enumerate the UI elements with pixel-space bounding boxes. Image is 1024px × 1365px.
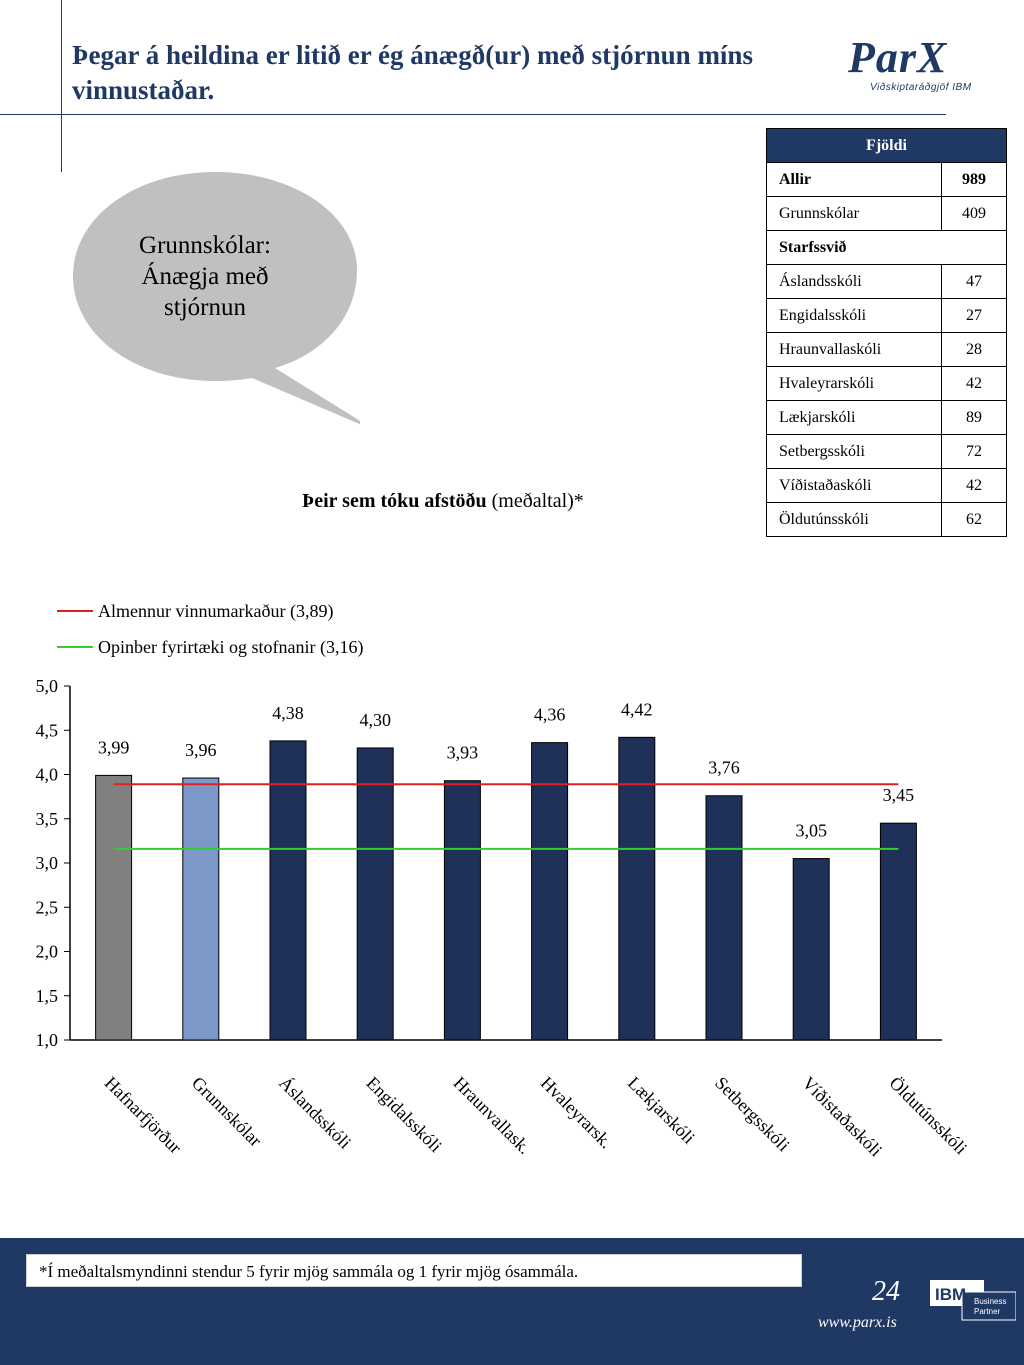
bar [96,775,132,1040]
count-table-row [767,435,1007,469]
count-table-row [767,333,1007,367]
count-table-label: Hvaleyrarskóli [767,367,942,401]
y-tick-label: 3,5 [35,808,58,829]
data-label: 3,45 [882,785,915,806]
data-label: 4,30 [359,709,391,730]
bar [532,743,568,1040]
parx-logo [848,33,988,106]
logo-subtitle: Viðskiptaráðgjöf IBM [870,82,972,93]
logo-x-text: X [917,33,948,82]
count-table-value: 28 [942,333,1007,367]
count-table-label: Áslandsskóli [767,265,942,299]
x-tick-label: Engidalsskóli [362,1072,446,1157]
data-label: 3,96 [185,740,217,761]
y-tick-label: 2,0 [35,941,58,962]
count-table-section-label: Starfssvið [767,231,1007,265]
count-table-value: 27 [942,299,1007,333]
count-table-value: 62 [942,503,1007,537]
y-tick-label: 4,0 [35,764,58,785]
website-url: www.parx.is [818,1314,897,1331]
header-vertical-rule [61,0,62,172]
data-label: 3,76 [708,757,740,778]
bar [270,741,306,1040]
count-table-value: 72 [942,435,1007,469]
count-table-label: Allir [767,163,942,197]
data-label: 4,36 [533,704,566,725]
count-table-value: 409 [942,197,1007,231]
y-tick-label: 4,5 [35,720,58,741]
bar [183,778,219,1040]
count-table-label: Öldutúnsskóli [767,503,942,537]
data-label: 3,99 [97,737,130,758]
bar [619,737,655,1040]
bar-chart [0,590,1024,1210]
x-tick-label: Hraunvallask. [449,1072,535,1158]
count-table-header: Fjöldi [767,129,1007,163]
legend-label: Opinber fyrirtæki og stofnanir (3,16) [98,637,364,657]
x-tick-label: Setbergsskóli [711,1072,794,1156]
count-table-row [767,197,1007,231]
count-table-label: Víðistaðaskóli [767,469,942,503]
data-label: 4,42 [621,699,653,720]
logo-main-text: Par [848,33,917,82]
count-table-label: Lækjarskóli [767,401,942,435]
y-tick-label: 2,5 [35,897,58,918]
chart-subtitle-bold: Þeir sem tóku afstöðu [302,490,487,512]
legend-label: Almennur vinnumarkaður (3,89) [98,601,334,621]
count-table-value: 42 [942,469,1007,503]
count-table-row [767,401,1007,435]
x-tick-label: Hafnarfjörður [100,1072,186,1158]
data-label: 3,93 [446,742,479,763]
data-label: 4,38 [272,702,304,723]
footnote: *Í meðaltalsmyndinni stendur 5 fyrir mjög sammála og 1 fyrir mjög ósammála. [26,1254,802,1287]
ibm-business-partner-logo [930,1278,1016,1322]
count-table-row [767,163,1007,197]
y-tick-label: 1,5 [35,985,58,1006]
bubble-text: Grunnskólar: Ánægja með stjórnun [139,232,271,321]
bar [706,796,742,1040]
header-horizontal-rule [0,114,946,115]
ibm-sub1: Business [974,1297,1007,1306]
count-table-value: 42 [942,367,1007,401]
x-tick-label: Grunnskólar [187,1072,266,1151]
count-table [766,128,1007,537]
x-tick-label: Áslandsskóli [275,1072,356,1153]
bar [880,823,916,1040]
y-tick-label: 5,0 [35,676,58,696]
count-table-row [767,367,1007,401]
count-table-label: Grunnskólar [767,197,942,231]
chart-subtitle [302,490,584,513]
x-tick-label: Hvaleyrarsk. [536,1072,617,1153]
ibm-text: IBM [935,1285,967,1304]
count-table-row [767,469,1007,503]
bar [444,781,480,1040]
y-tick-label: 1,0 [35,1030,58,1050]
count-table-label: Setbergsskóli [767,435,942,469]
y-tick-label: 3,0 [35,853,58,873]
count-table-value: 89 [942,401,1007,435]
bar [357,748,393,1040]
bar [793,859,829,1040]
count-table-value: 989 [942,163,1007,197]
ibm-sub2: Partner [974,1307,1001,1316]
count-table-label: Engidalsskóli [767,299,942,333]
data-label: 3,05 [795,820,827,841]
x-tick-label: Víðistaðaskóli [798,1072,887,1161]
count-table-row [767,231,1007,265]
page-title: Þegar á heildina er litið er ég ánægð(ur) með stjórnun míns vinnustaðar. [72,40,753,105]
count-table-label: Hraunvallaskóli [767,333,942,367]
x-tick-label: Lækjarskóli [623,1072,699,1148]
count-table-row [767,503,1007,537]
page-number: 24 [872,1276,900,1307]
count-table-row [767,299,1007,333]
count-table-row [767,265,1007,299]
count-table-value: 47 [942,265,1007,299]
chart-subtitle-normal: (meðaltal)* [486,490,584,512]
x-tick-label: Öldutúnsskóli [885,1072,972,1159]
